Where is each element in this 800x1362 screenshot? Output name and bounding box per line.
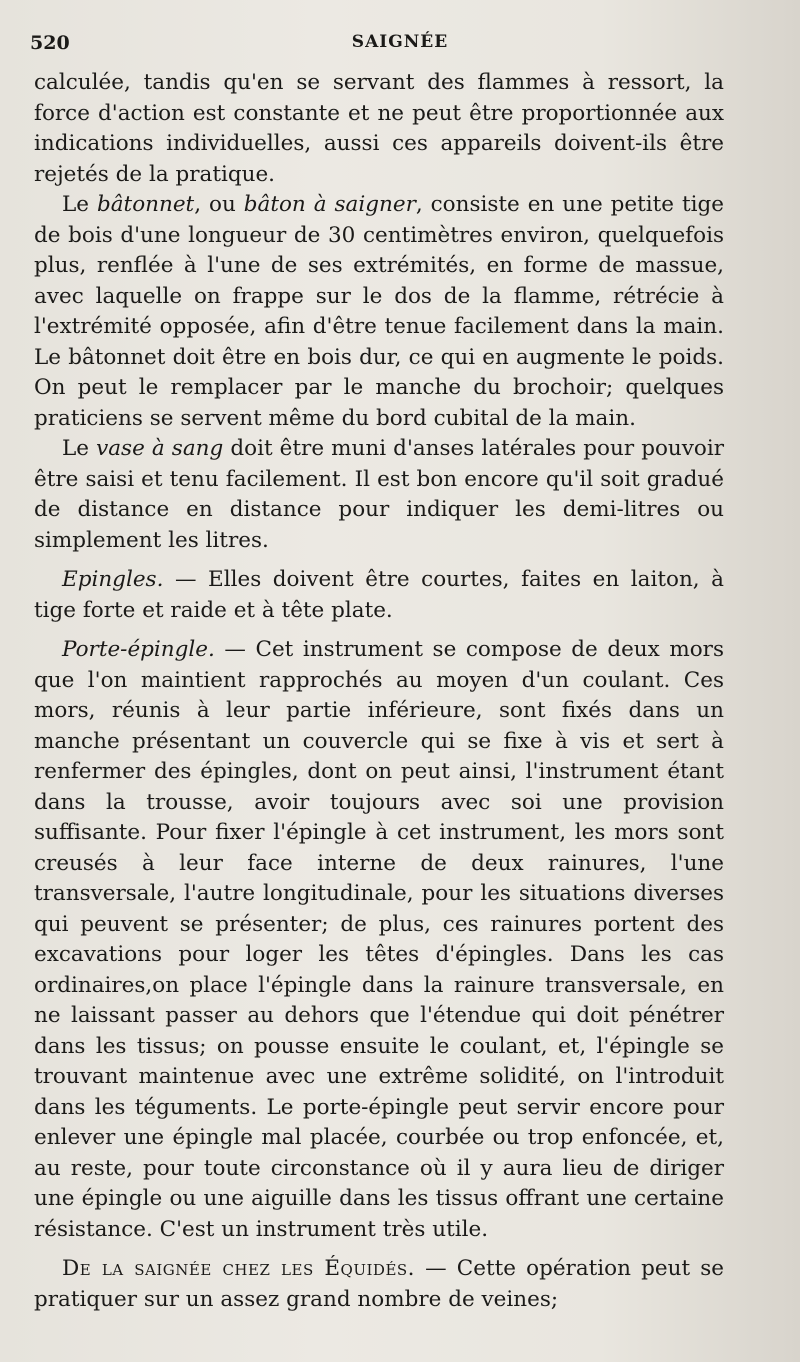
section-heading-saignee-equides: De la saignée chez les Équidés. [62, 1256, 416, 1281]
text-run: , consiste en une petite tige de bois d'une longueur de 30 centimètres environ, quelquefois plus, renflée à l'une de ses extrémités, en forme de massue, avec laquelle on frappe sur le dos de la flamme, rétrécie à l'extrémité opposée, afin d'être tenue facilement dans la main. Le bâtonnet doit être en bois dur, ce qui en augmente le poids. On peut le remplacer par le manche du brochoir; quelques praticiens se servent même du bord cubital de la main. [34, 192, 724, 431]
text-run: doit être muni d'anses latérales pour pouvoir être saisi et tenu facilement. Il est bon encore qu'il soit gradué de distance en distance pour indiquer les demi-litres ou simplement les litres. [34, 436, 724, 553]
text-run: Le [62, 192, 97, 217]
paragraph-1 [34, 68, 724, 190]
paragraph-vase-a-sang [34, 434, 724, 556]
text-run: — Elles doivent être courtes, faites en laiton, à tige forte et raide et à tête plate. [34, 567, 724, 623]
heading-epingles: Epingles. [62, 567, 164, 592]
paragraph-epingles [34, 565, 724, 626]
term-batonnet: bâtonnet [96, 192, 195, 217]
paragraph-porte-epingle [34, 635, 724, 1245]
text-run: Le [62, 436, 97, 461]
text-run: , ou [194, 192, 244, 217]
text-run: — Cette opération peut se pratiquer sur un assez grand nombre de veines; [34, 1256, 724, 1312]
body-text [34, 68, 724, 1315]
paragraph-1-text: calculée, tandis qu'en se servant des flammes à ressort, la force d'action est constante et ne peut être proportionnée aux indications individuelles, aussi ces appareils doivent-ils être rejetés de la pratique. [34, 70, 724, 187]
term-baton-a-saigner: bâton à saigner [243, 192, 416, 217]
heading-porte-epingle: Porte-épingle. [62, 637, 215, 662]
text-run: — Cet instrument se compose de deux mors que l'on maintient rapprochés au moyen d'un coulant. Ces mors, réunis à leur partie inférieure, sont fixés dans un manche présentant un couvercle qui se fixe à vis et sert à renfermer des épingles, dont on peut ainsi, l'instrument étant dans la trousse, avoir toujours avec soi une provision suffisante. Pour fixer l'épingle à cet instrument, les mors sont creusés à leur face interne de deux rainures, l'une transversale, l'autre longitudinale, pour les situations diverses qui peuvent se présenter; de plus, ces rainures portent des excavations pour loger les têtes d'épingles. Dans les cas ordinaires,on place l'épingle dans la rainure transversale, en ne laissant passer au dehors que l'étendue qui doit pénétrer dans les tissus; on pousse ensuite le coulant, et, l'épingle se trouvant maintenue avec une extrême solidité, on l'introduit dans les téguments. Le porte-épingle peut servir encore pour enlever une épingle mal placée, courbée ou trop enfoncée, et, au reste, pour toute circonstance où il y aura lieu de diriger une épingle ou une aiguille dans les tissus offrant une certaine résistance. C'est un instrument très utile. [34, 637, 724, 1242]
page-number: 520 [30, 32, 70, 54]
paragraph-batonnet [34, 190, 724, 434]
term-vase-a-sang: vase à sang [96, 436, 224, 461]
paragraph-saignee-equides [34, 1254, 724, 1315]
running-head: SAIGNÉE [351, 32, 449, 52]
